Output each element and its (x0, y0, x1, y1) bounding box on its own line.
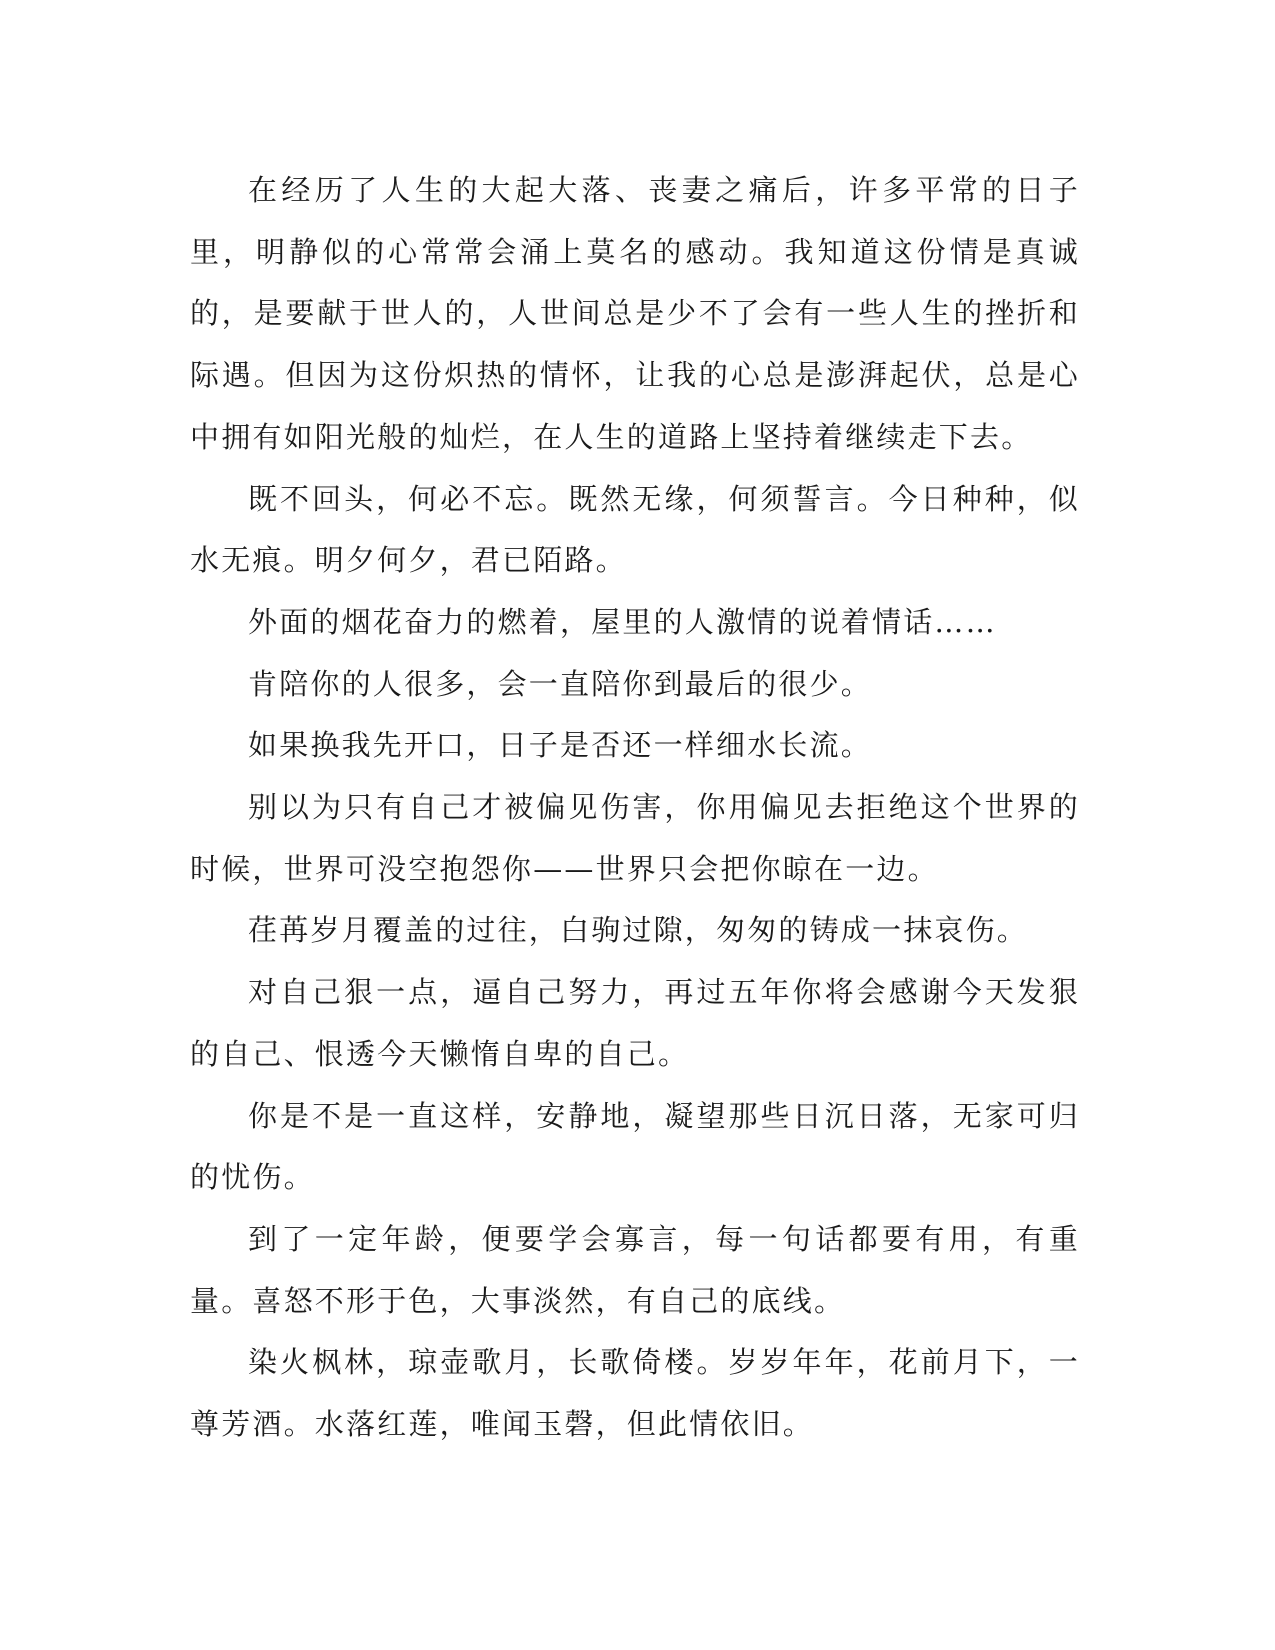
paragraph: 到了一定年龄，便要学会寡言，每一句话都要有用，有重量。喜怒不形于色，大事淡然，有自己的底线。 (190, 1221, 1080, 1318)
paragraph: 染火枫林，琼壶歌月，长歌倚楼。岁岁年年，花前月下，一尊芳酒。水落红莲，唯闻玉磬，但此情依旧。 (190, 1345, 1080, 1442)
document-body (190, 160, 1080, 1456)
paragraph: 外面的烟花奋力的燃着，屋里的人激情的说着情话…… (248, 604, 997, 639)
paragraph: 别以为只有自己才被偏见伤害，你用偏见去拒绝这个世界的时候，世界可没空抱怨你——世界只会把你晾在一边。 (190, 790, 1080, 886)
paragraph: 荏苒岁月覆盖的过往，白驹过隙，匆匆的铸成一抹哀伤。 (248, 913, 1029, 948)
paragraph: 如果换我先开口，日子是否还一样细水长流。 (248, 728, 873, 763)
paragraph: 既不回头，何必不忘。既然无缘，何须誓言。今日种种，似水无痕。明夕何夕，君已陌路。 (190, 481, 1080, 578)
paragraph: 对自己狠一点，逼自己努力，再过五年你将会感谢今天发狠的自己、恨透今天懒惰自卑的自己。 (190, 975, 1080, 1071)
paragraph: 你是不是一直这样，安静地，凝望那些日沉日落，无家可归的忧伤。 (190, 1098, 1080, 1195)
paragraph: 肯陪你的人很多，会一直陪你到最后的很少。 (248, 666, 873, 701)
paragraph: 在经历了人生的大起大落、丧妻之痛后，许多平常的日子里，明静似的心常常会涌上莫名的感动。我知道这份情是真诚的，是要献于世人的，人世间总是少不了会有一些人生的挫折和际遇。但因为这份炽热的情怀，让我的心总是澎湃起伏，总是心中拥有如阳光般的灿烂，在人生的道路上坚持着继续走下去。 (190, 173, 1080, 454)
